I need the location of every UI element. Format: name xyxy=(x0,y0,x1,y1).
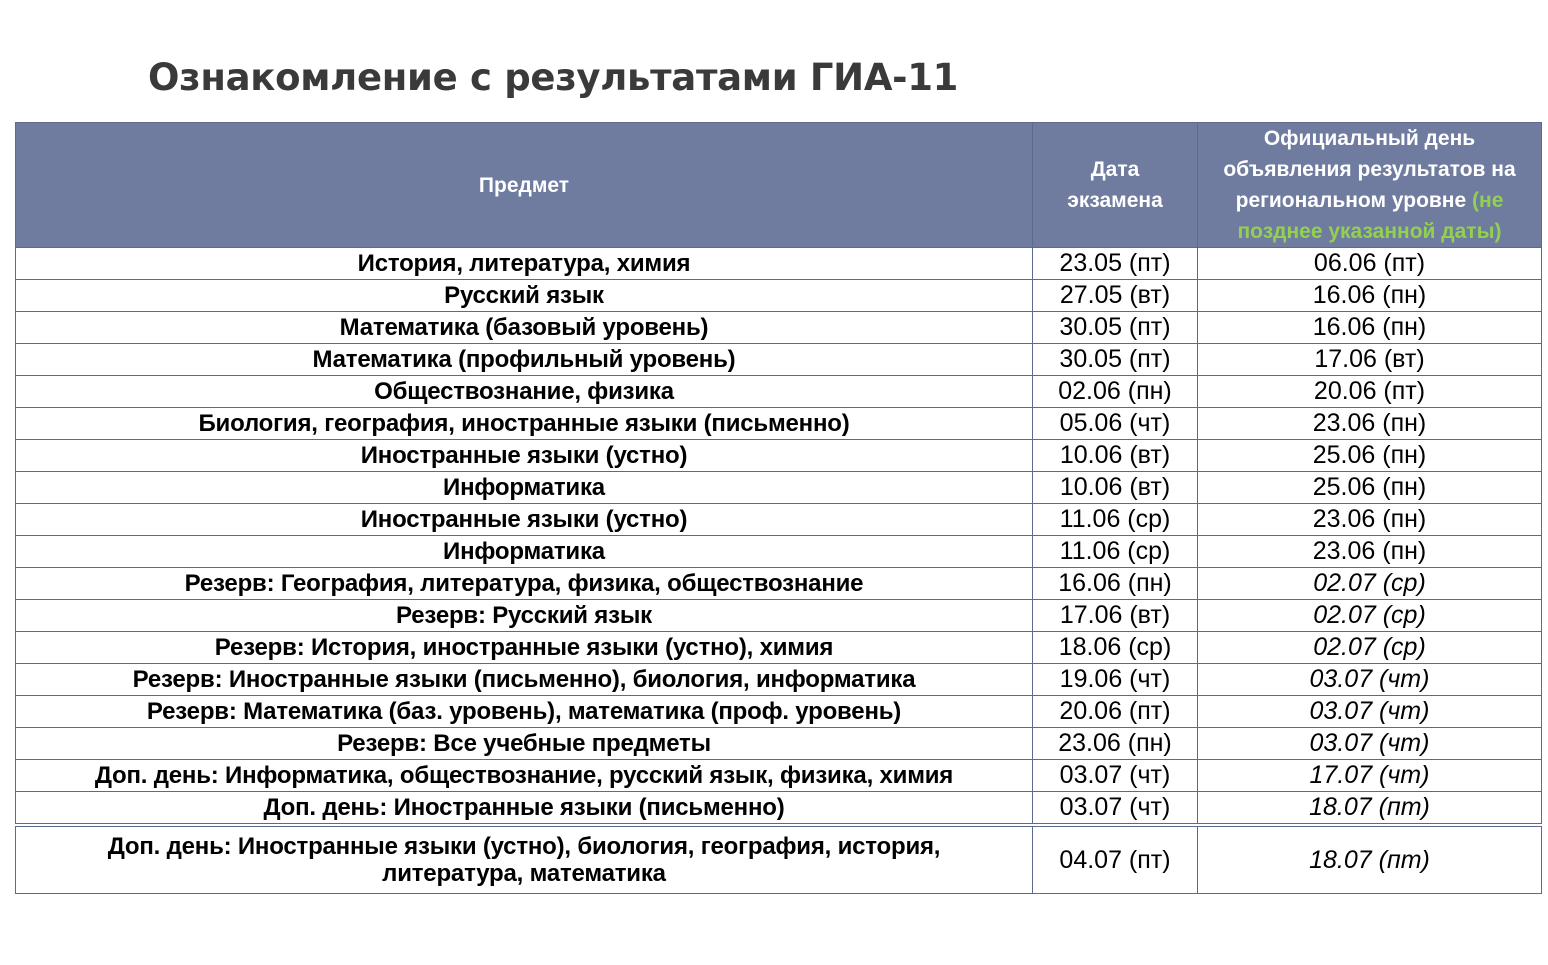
exam-date-cell: 18.06 (ср) xyxy=(1033,632,1198,664)
exam-date-cell: 30.05 (пт) xyxy=(1033,344,1198,376)
subject-cell: Математика (базовый уровень) xyxy=(16,312,1033,344)
header-official-day xyxy=(1198,123,1542,248)
exam-date-cell: 04.07 (пт) xyxy=(1033,825,1198,894)
table-row xyxy=(16,248,1542,280)
result-date-cell: 18.07 (пт) xyxy=(1198,792,1542,826)
subject-cell: Резерв: Русский язык xyxy=(16,600,1033,632)
exam-date-cell: 27.05 (вт) xyxy=(1033,280,1198,312)
subject-cell: Иностранные языки (устно) xyxy=(16,504,1033,536)
result-date-cell: 16.06 (пн) xyxy=(1198,280,1542,312)
subject-cell: Резерв: Математика (баз. уровень), математика (проф. уровень) xyxy=(16,696,1033,728)
exam-date-cell: 19.06 (чт) xyxy=(1033,664,1198,696)
table-body xyxy=(16,248,1542,894)
subject-cell: Резерв: География, литература, физика, обществознание xyxy=(16,568,1033,600)
subject-cell: Математика (профильный уровень) xyxy=(16,344,1033,376)
table-row xyxy=(16,536,1542,568)
result-date-cell: 23.06 (пн) xyxy=(1198,536,1542,568)
subject-line2: литература, математика xyxy=(382,860,666,887)
subject-line1: Доп. день: Иностранные языки (устно), биология, география, история, xyxy=(107,833,941,860)
table-row xyxy=(16,472,1542,504)
table-row xyxy=(16,312,1542,344)
exam-date-cell: 23.05 (пт) xyxy=(1033,248,1198,280)
table-row xyxy=(16,825,1542,894)
header-official-note1: (не xyxy=(1472,189,1504,212)
table-row xyxy=(16,632,1542,664)
exam-date-cell: 03.07 (чт) xyxy=(1033,760,1198,792)
result-date-cell: 25.06 (пн) xyxy=(1198,472,1542,504)
header-subject: Предмет xyxy=(16,123,1033,248)
result-date-cell: 25.06 (пн) xyxy=(1198,440,1542,472)
header-exam-date-line2: экзамена xyxy=(1067,189,1163,212)
exam-date-cell: 30.05 (пт) xyxy=(1033,312,1198,344)
result-date-cell: 03.07 (чт) xyxy=(1198,664,1542,696)
exam-date-cell: 11.06 (ср) xyxy=(1033,504,1198,536)
table-row xyxy=(16,344,1542,376)
header-official-line2: объявления результатов на xyxy=(1223,158,1516,181)
exam-date-cell: 10.06 (вт) xyxy=(1033,440,1198,472)
result-date-cell: 02.07 (ср) xyxy=(1198,568,1542,600)
result-date-cell: 02.07 (ср) xyxy=(1198,600,1542,632)
subject-cell: История, литература, химия xyxy=(16,248,1033,280)
exam-date-cell: 05.06 (чт) xyxy=(1033,408,1198,440)
page-title: Ознакомление с результатами ГИА-11 xyxy=(148,56,959,99)
table-row xyxy=(16,760,1542,792)
exam-date-cell: 23.06 (пн) xyxy=(1033,728,1198,760)
exam-date-cell: 16.06 (пн) xyxy=(1033,568,1198,600)
subject-cell: Иностранные языки (устно) xyxy=(16,440,1033,472)
subject-cell: Обществознание, физика xyxy=(16,376,1033,408)
result-date-cell: 06.06 (пт) xyxy=(1198,248,1542,280)
table-row xyxy=(16,440,1542,472)
header-exam-date-line1: Дата xyxy=(1090,158,1140,181)
table-row xyxy=(16,728,1542,760)
header-official-note2: позднее указанной даты) xyxy=(1237,220,1502,243)
exam-date-cell: 17.06 (вт) xyxy=(1033,600,1198,632)
table-row xyxy=(16,696,1542,728)
table-row xyxy=(16,600,1542,632)
table-row xyxy=(16,376,1542,408)
result-date-cell: 23.06 (пн) xyxy=(1198,408,1542,440)
header-official-line3: региональном уровне xyxy=(1235,189,1467,212)
result-date-cell: 02.07 (ср) xyxy=(1198,632,1542,664)
subject-cell: Резерв: Все учебные предметы xyxy=(16,728,1033,760)
result-date-cell: 18.07 (пт) xyxy=(1198,825,1542,894)
result-date-cell: 03.07 (чт) xyxy=(1198,728,1542,760)
result-date-cell: 17.06 (вт) xyxy=(1198,344,1542,376)
table-row xyxy=(16,568,1542,600)
exam-date-cell: 03.07 (чт) xyxy=(1033,792,1198,826)
subject-cell: Биология, география, иностранные языки (письменно) xyxy=(16,408,1033,440)
subject-cell: Резерв: История, иностранные языки (устно), химия xyxy=(16,632,1033,664)
exam-date-cell: 20.06 (пт) xyxy=(1033,696,1198,728)
exam-date-cell: 11.06 (ср) xyxy=(1033,536,1198,568)
result-date-cell: 16.06 (пн) xyxy=(1198,312,1542,344)
header-official-line1: Официальный день xyxy=(1263,127,1476,150)
table-row xyxy=(16,792,1542,826)
table-row xyxy=(16,408,1542,440)
subject-cell: Информатика xyxy=(16,472,1033,504)
result-date-cell: 03.07 (чт) xyxy=(1198,696,1542,728)
table-row xyxy=(16,280,1542,312)
result-date-cell: 23.06 (пн) xyxy=(1198,504,1542,536)
table-row xyxy=(16,664,1542,696)
subject-cell: Доп. день: Информатика, обществознание, русский язык, физика, химия xyxy=(16,760,1033,792)
result-date-cell: 20.06 (пт) xyxy=(1198,376,1542,408)
subject-cell xyxy=(16,825,1033,894)
header-exam-date xyxy=(1033,123,1198,248)
subject-cell: Русский язык xyxy=(16,280,1033,312)
subject-cell: Информатика xyxy=(16,536,1033,568)
table-header-row xyxy=(16,123,1542,248)
subject-cell: Резерв: Иностранные языки (письменно), биология, информатика xyxy=(16,664,1033,696)
exam-date-cell: 10.06 (вт) xyxy=(1033,472,1198,504)
exam-date-cell: 02.06 (пн) xyxy=(1033,376,1198,408)
result-date-cell: 17.07 (чт) xyxy=(1198,760,1542,792)
results-table xyxy=(15,122,1542,894)
subject-cell: Доп. день: Иностранные языки (письменно) xyxy=(16,792,1033,826)
table-row xyxy=(16,504,1542,536)
